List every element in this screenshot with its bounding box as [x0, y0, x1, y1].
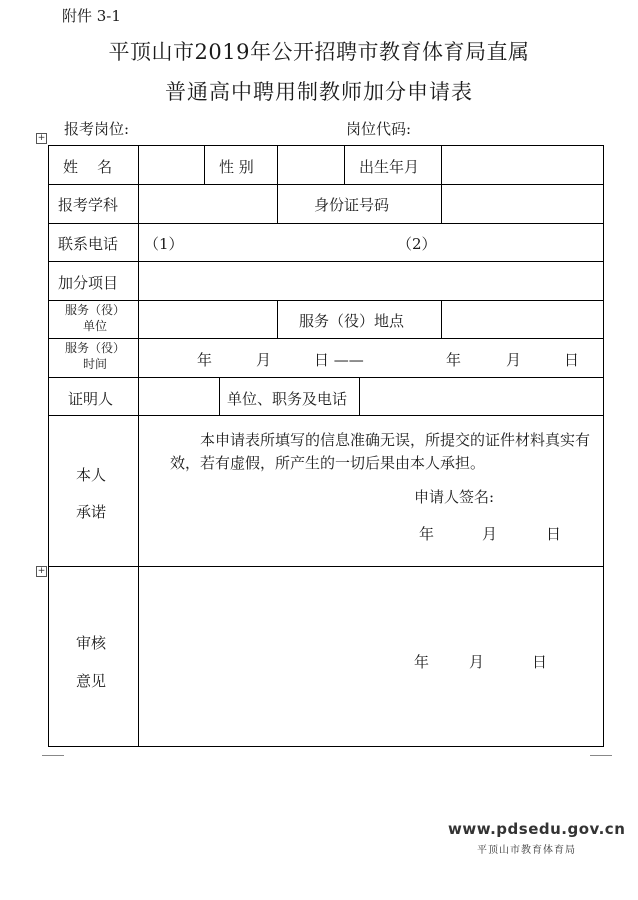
- service-time-label: 服务（役） 时间: [64, 341, 125, 371]
- position-applied-label: 报考岗位:: [64, 120, 130, 138]
- birth-label: 出生年月: [359, 158, 420, 176]
- name-label: 姓 名: [63, 158, 113, 176]
- watermark-url: www.pdsedu.gov.cn: [448, 820, 626, 838]
- review-day: 日: [532, 653, 548, 671]
- review-label-1: 审核: [76, 634, 107, 652]
- pledge-label-1: 本人: [76, 466, 107, 484]
- service-unit-field[interactable]: [141, 302, 275, 337]
- service-place-label: 服务（役）地点: [299, 312, 405, 330]
- time-year-2: 年: [446, 351, 462, 369]
- review-month: 月: [469, 653, 485, 671]
- time-day-2: 日: [564, 351, 580, 369]
- id-number-field[interactable]: [443, 186, 601, 222]
- position-code-label: 岗位代码:: [346, 120, 412, 138]
- time-month-2: 月: [506, 351, 522, 369]
- attachment-label: 附件 3-1: [62, 7, 121, 25]
- sign-year: 年: [419, 525, 435, 543]
- witness-label: 证明人: [68, 390, 114, 408]
- birth-field[interactable]: [443, 147, 601, 183]
- document-title-line1: 平顶山市2019年公开招聘市教育体育局直属: [108, 40, 530, 64]
- bonus-item-label: 加分项目: [58, 274, 119, 292]
- service-unit-label: 服务（役） 单位: [64, 303, 125, 333]
- phone-2-label: （2）: [397, 235, 437, 253]
- service-place-field[interactable]: [443, 302, 601, 337]
- phone-1-label: （1）: [144, 235, 184, 253]
- pledge-label-2: 承诺: [76, 503, 107, 521]
- time-day-1: 日 ——: [314, 351, 364, 369]
- name-field[interactable]: [141, 147, 203, 183]
- pledge-text: 本申请表所填写的信息准确无误，所提交的证件材料真实有效，若有虚假，所产生的一切后果由本人承担。: [170, 431, 591, 472]
- bonus-item-field[interactable]: [141, 263, 601, 299]
- document-title-line2: 普通高中聘用制教师加分申请表: [165, 80, 473, 104]
- table-move-handle-icon-2[interactable]: +: [37, 566, 46, 576]
- sign-day: 日: [546, 525, 562, 543]
- gender-label: 性 别: [219, 158, 254, 176]
- witness-field[interactable]: [141, 379, 217, 414]
- footer-mark-right: [590, 755, 612, 756]
- witness-info-label: 单位、职务及电话: [227, 390, 348, 408]
- review-label-2: 意见: [76, 672, 107, 690]
- sign-month: 月: [482, 525, 498, 543]
- id-number-label: 身份证号码: [314, 196, 390, 214]
- phone-label: 联系电话: [58, 235, 119, 253]
- review-year: 年: [414, 653, 430, 671]
- subject-field[interactable]: [141, 186, 275, 222]
- table-move-handle-icon[interactable]: +: [37, 133, 46, 143]
- time-month-1: 月: [256, 351, 272, 369]
- subject-label: 报考学科: [58, 196, 119, 214]
- witness-info-field[interactable]: [361, 379, 601, 414]
- gender-field[interactable]: [279, 147, 343, 183]
- time-year-1: 年: [197, 351, 213, 369]
- watermark-org: 平顶山市教育体育局: [477, 845, 576, 856]
- footer-mark-left: [42, 755, 64, 756]
- review-opinion-field[interactable]: [141, 568, 601, 744]
- signature-label: 申请人签名:: [414, 488, 495, 506]
